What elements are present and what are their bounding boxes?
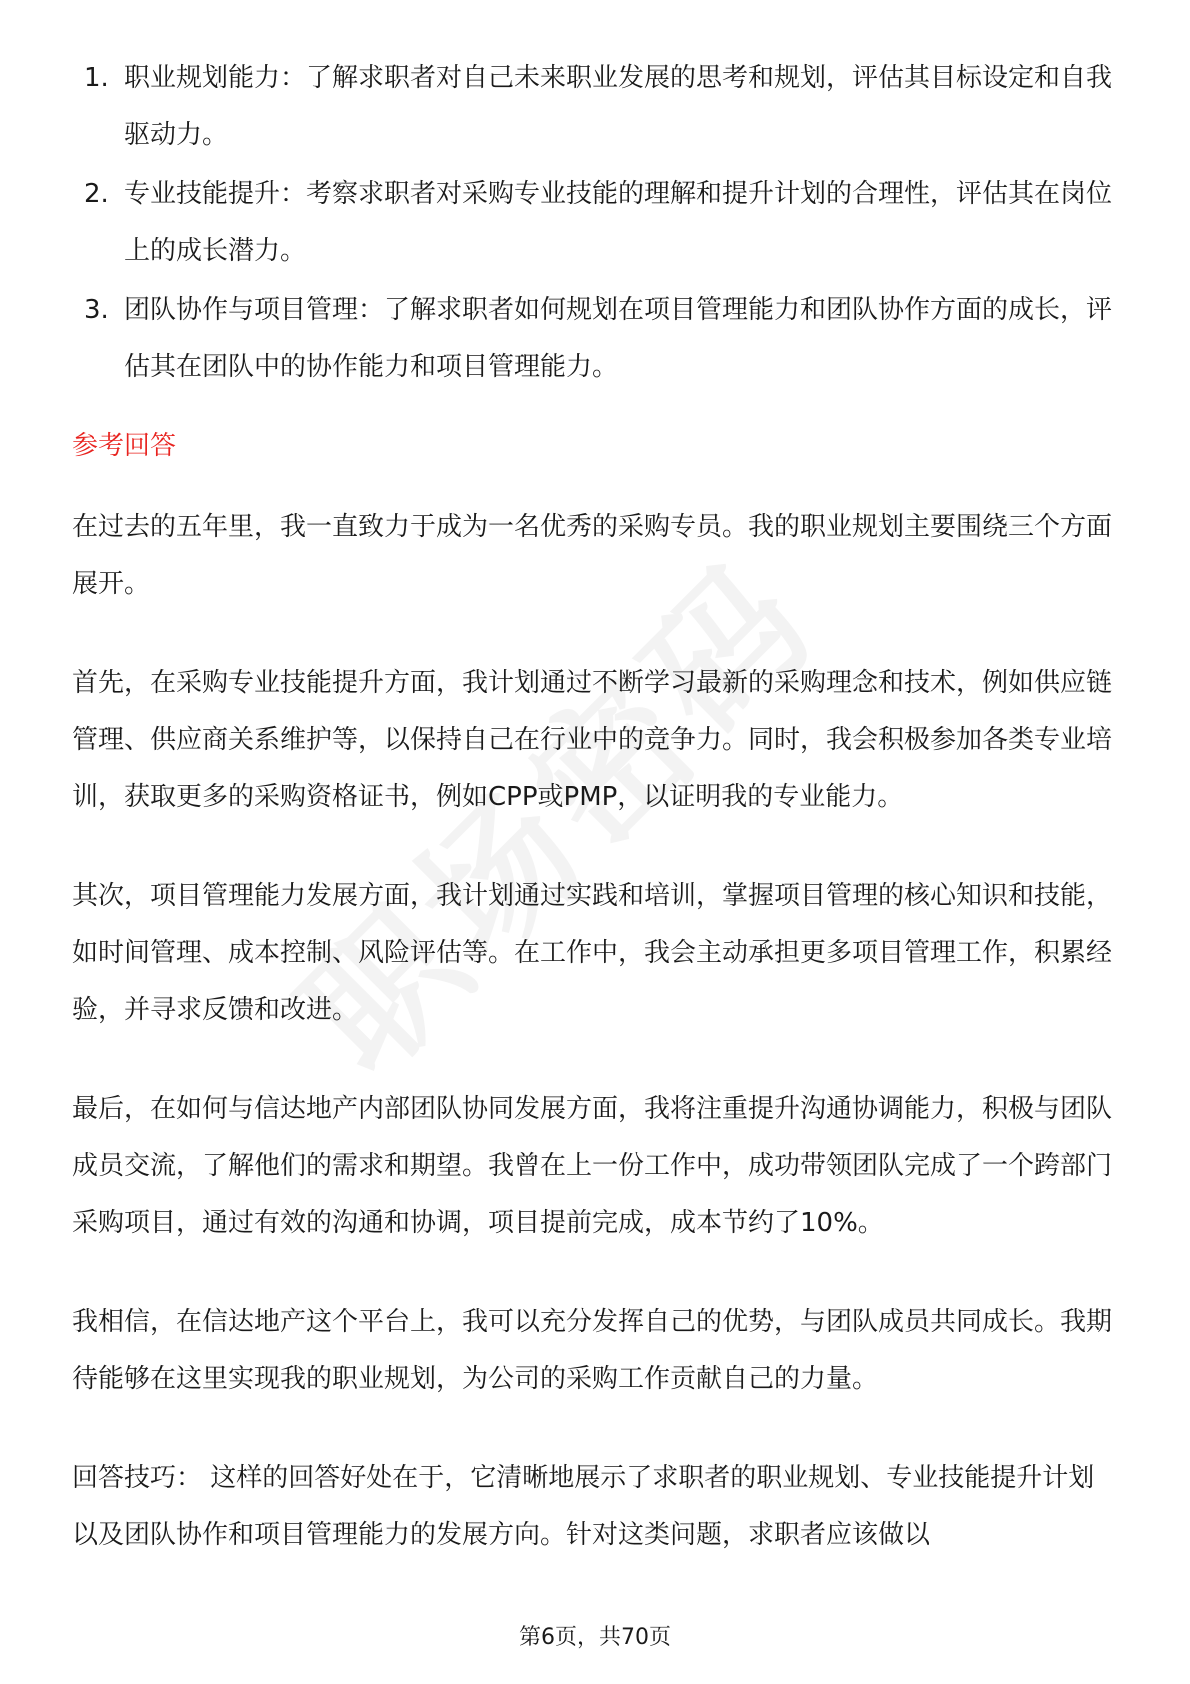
list-text: 职业规划能力：了解求职者对自己未来职业发展的思考和规划，评估其目标设定和自我驱动力。 [124, 63, 1113, 150]
paragraph: 回答技巧： 这样的回答好处在于，它清晰地展示了求职者的职业规划、专业技能提升计划以及团队协作和项目管理能力的发展方向。针对这类问题，求职者应该做以 [72, 1463, 1095, 1550]
page-content [72, 50, 1118, 1606]
paragraph: 首先，在采购专业技能提升方面，我计划通过不断学习最新的采购理念和技术，例如供应链管理、供应商关系维护等，以保持自己在行业中的竞争力。同时，我会积极参加各类专业培训，获取更多的采购资格证书，例如CPP或PMP，以证明我的专业能力。 [72, 668, 1113, 812]
paragraph: 在过去的五年里，我一直致力于成为一名优秀的采购专员。我的职业规划主要围绕三个方面展开。 [72, 512, 1113, 599]
list-text: 专业技能提升：考察求职者对采购专业技能的理解和提升计划的合理性，评估其在岗位上的成长潜力。 [124, 179, 1113, 266]
list-item [72, 282, 1118, 396]
section-heading: 参考回答 [72, 431, 177, 461]
paragraph: 我相信，在信达地产这个平台上，我可以充分发挥自己的优势，与团队成员共同成长。我期待能够在这里实现我的职业规划，为公司的采购工作贡献自己的力量。 [72, 1307, 1113, 1394]
list-number: 1. [84, 63, 109, 93]
list-item [72, 50, 1118, 164]
paragraph: 最后，在如何与信达地产内部团队协同发展方面，我将注重提升沟通协调能力，积极与团队成员交流，了解他们的需求和期望。我曾在上一份工作中，成功带领团队完成了一个跨部门采购项目，通过有效的沟通和协调，项目提前完成，成本节约了10%。 [72, 1094, 1113, 1238]
list-number: 3. [84, 295, 109, 325]
page-footer: 第6页，共70页 [519, 1625, 671, 1650]
list-item [72, 166, 1118, 280]
list-number: 2. [84, 179, 109, 209]
paragraph: 其次，项目管理能力发展方面，我计划通过实践和培训，掌握项目管理的核心知识和技能，如时间管理、成本控制、风险评估等。在工作中，我会主动承担更多项目管理工作，积累经验，并寻求反馈和改进。 [72, 881, 1113, 1025]
criteria-list [72, 50, 1118, 396]
list-text: 团队协作与项目管理：了解求职者如何规划在项目管理能力和团队协作方面的成长，评估其在团队中的协作能力和项目管理能力。 [124, 295, 1113, 382]
